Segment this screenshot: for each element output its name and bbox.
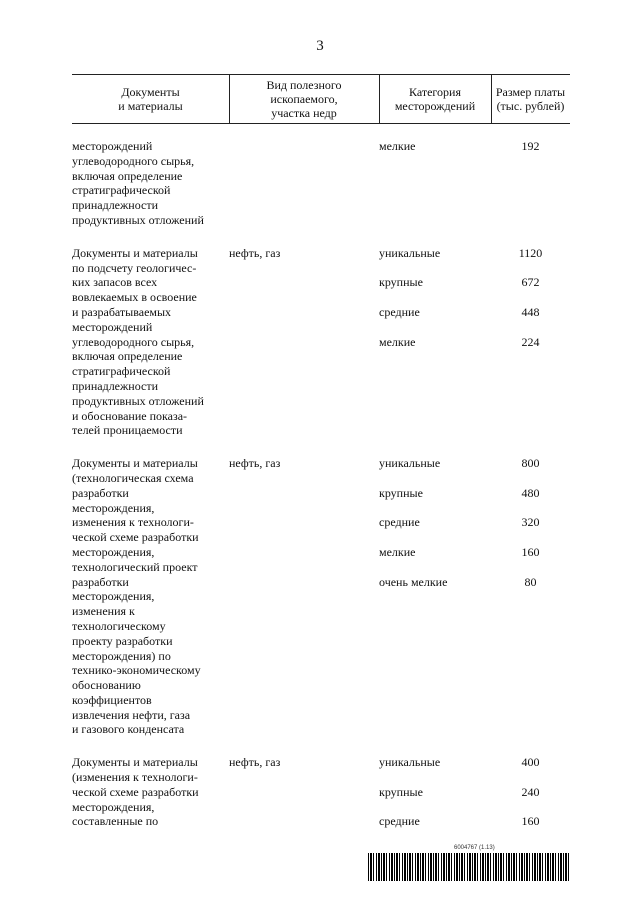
table-row	[72, 139, 570, 228]
fee-amount: 480	[521, 485, 540, 500]
page-number: 3	[316, 38, 324, 54]
deposit-category: средние	[379, 814, 420, 829]
table-row	[72, 246, 570, 438]
fee-amount: 1120	[518, 245, 543, 260]
table-row	[72, 755, 570, 844]
fee-list	[491, 755, 570, 844]
table-body	[72, 139, 570, 862]
fee-amount: 320	[521, 515, 540, 530]
deposit-category: очень мелкие	[379, 574, 448, 589]
deposit-category: средние	[379, 515, 420, 530]
category-list	[379, 456, 491, 737]
deposit-category: уникальные	[379, 755, 441, 770]
table-header-rule	[72, 123, 570, 124]
deposit-category: мелкие	[379, 334, 416, 349]
category-list	[379, 139, 491, 228]
fee-list	[491, 246, 570, 438]
fee-amount: 672	[521, 275, 540, 290]
header-fee: Размер платы (тыс. рублей)	[495, 84, 566, 113]
mineral-type: нефть, газ	[229, 245, 281, 260]
document-description: Документы и материалы по подсчету геологичес- ких запасов всех вовлекаемых в освоение и разрабатываемых месторождений углеводородного сырья, включая определение стратиграфической принадлежности продуктивных отложений и обоснование показа- телей проницаемости	[72, 245, 204, 438]
form-serial-number: 6004767 (1.13)	[454, 845, 495, 851]
fee-amount: 240	[521, 784, 540, 799]
deposit-category: мелкие	[379, 544, 416, 559]
header-documents: Документы и материалы	[118, 84, 183, 113]
deposit-category: средние	[379, 304, 420, 319]
document-description: Документы и материалы (изменения к технологи- ческой схеме разработки месторождения, составленные по	[72, 755, 199, 829]
fee-amount: 80	[524, 574, 537, 589]
deposit-category: крупные	[379, 275, 423, 290]
deposit-category: уникальные	[379, 245, 441, 260]
deposit-category: уникальные	[379, 456, 441, 471]
deposit-category: крупные	[379, 784, 423, 799]
category-list	[379, 246, 491, 438]
barcode-icon	[368, 853, 569, 881]
table-row	[72, 456, 570, 737]
fee-amount: 160	[521, 814, 540, 829]
fee-list	[491, 139, 570, 228]
fee-amount: 192	[521, 139, 540, 153]
fee-amount: 224	[521, 334, 540, 349]
fee-amount: 448	[521, 304, 540, 319]
header-mineral-type: Вид полезного ископаемого, участка недр	[266, 77, 342, 120]
fee-amount: 400	[521, 755, 540, 770]
deposit-category: мелкие	[379, 139, 416, 153]
fee-amount: 160	[521, 544, 540, 559]
fee-amount: 800	[521, 456, 540, 471]
mineral-type: нефть, газ	[229, 755, 281, 770]
document-description: Документы и материалы (технологическая схема разработки месторождения, изменения к технологи- ческой схеме разработки месторождения, технологический проект разработки месторождения, изменения к технологическому проекту разработки месторождения) по технико-экономическому обоснованию коэффициентов извлечения нефти, газа и газового конденсата	[72, 456, 201, 737]
header-deposit-category: Категория месторождений	[394, 84, 476, 113]
deposit-category: крупные	[379, 485, 423, 500]
category-list	[379, 755, 491, 844]
mineral-type: нефть, газ	[229, 456, 281, 471]
document-description: месторождений углеводородного сырья, включая определение стратиграфической принадлежности продуктивных отложений	[72, 139, 204, 227]
mineral-type	[229, 139, 379, 228]
fee-list	[491, 456, 570, 737]
